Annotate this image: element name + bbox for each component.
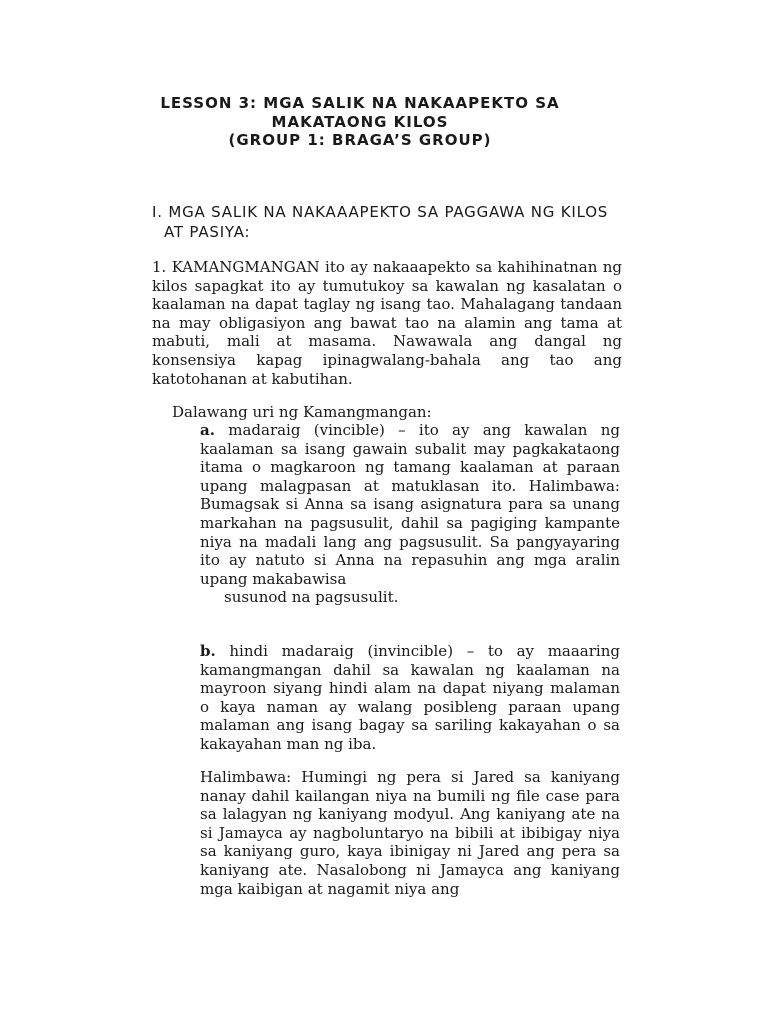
sub-item-a-text: madaraig (vincible) – ito ay ang kawalan ng kaalaman sa isang gawain subalit may pagkakataong itama o magkaroon ng tamang kaalaman at paraan upang malagpasan at matuklasan ito. Halimbawa: Bumagsak si Anna sa isang asignatura para sa unang markahan na pagsusulit, dahil sa pagiging kampante niya na madali lang ang pagsusulit. Sa pangyayaring ito ay natuto si Anna na repasuhin ang mga aralin upang makabawisa: [200, 421, 620, 588]
item-1-number: 1.: [152, 258, 167, 276]
title-line-2: MAKATAONG KILOS: [271, 113, 449, 131]
title-line-1: LESSON 3: MGA SALIK NA NAKAAPEKTO SA: [160, 94, 560, 112]
sub-item-a-last-line: susunod na pagsusulit.: [224, 588, 399, 607]
sub-item-b-text: hindi madaraig (invincible) – to ay maaaring kamangmangan dahil sa kawalan ng kaalaman na mayroon siyang hindi alam na dapat niyang malaman o kaya naman ay walang posibleng paraan upang malaman ang isang bagay sa sariling kakayahan o sa kakayahan man ng iba.: [200, 642, 620, 753]
item-1-text: KAMANGMANGAN ito ay nakaaapekto sa kahihinatnan ng kilos sapagkat ito ay tumutukoy sa kawalan ng kasalatan o kaalaman na dapat taglay ng isang tao. Mahalagang tandaan na may obligasiyon ang bawat tao na alamin ang tama at mabuti, mali at masama. Nawawala ang dangal ng konsensiya kapag ipinagwalang-bahala ang tao ang katotohanan at kabutihan.: [152, 258, 622, 388]
section-heading-line-1: I. MGA SALIK NA NAKAAAPEKTO SA PAGGAWA NG KILOS: [152, 203, 609, 221]
lead-text: Dalawang uri ng Kamangmangan:: [172, 403, 432, 421]
sub-item-b-marker: b.: [200, 642, 216, 660]
section-heading: [152, 202, 682, 242]
item-1-paragraph: [152, 258, 622, 388]
sub-item-a-marker: a.: [200, 421, 215, 439]
section-heading-line-2: AT PASIYA:: [164, 223, 251, 241]
sub-item-a: [200, 421, 620, 607]
sub-item-b: [200, 642, 620, 754]
title-line-3: (GROUP 1: BRAGA’S GROUP): [228, 131, 492, 149]
example-paragraph: Halimbawa: Humingi ng pera si Jared sa kaniyang nanay dahil kailangan niya na bumili ng file case para sa lalagyan ng kaniyang modyul. Ang kaniyang ate na si Jamayca ay nagboluntaryo na bibili at ibibigay niya sa kaniyang guro, kaya ibinigay ni Jared ang pera sa kaniyang ate. Nasalobong ni Jamayca ang kaniyang mga kaibigan at nagamit niya ang: [200, 768, 620, 898]
